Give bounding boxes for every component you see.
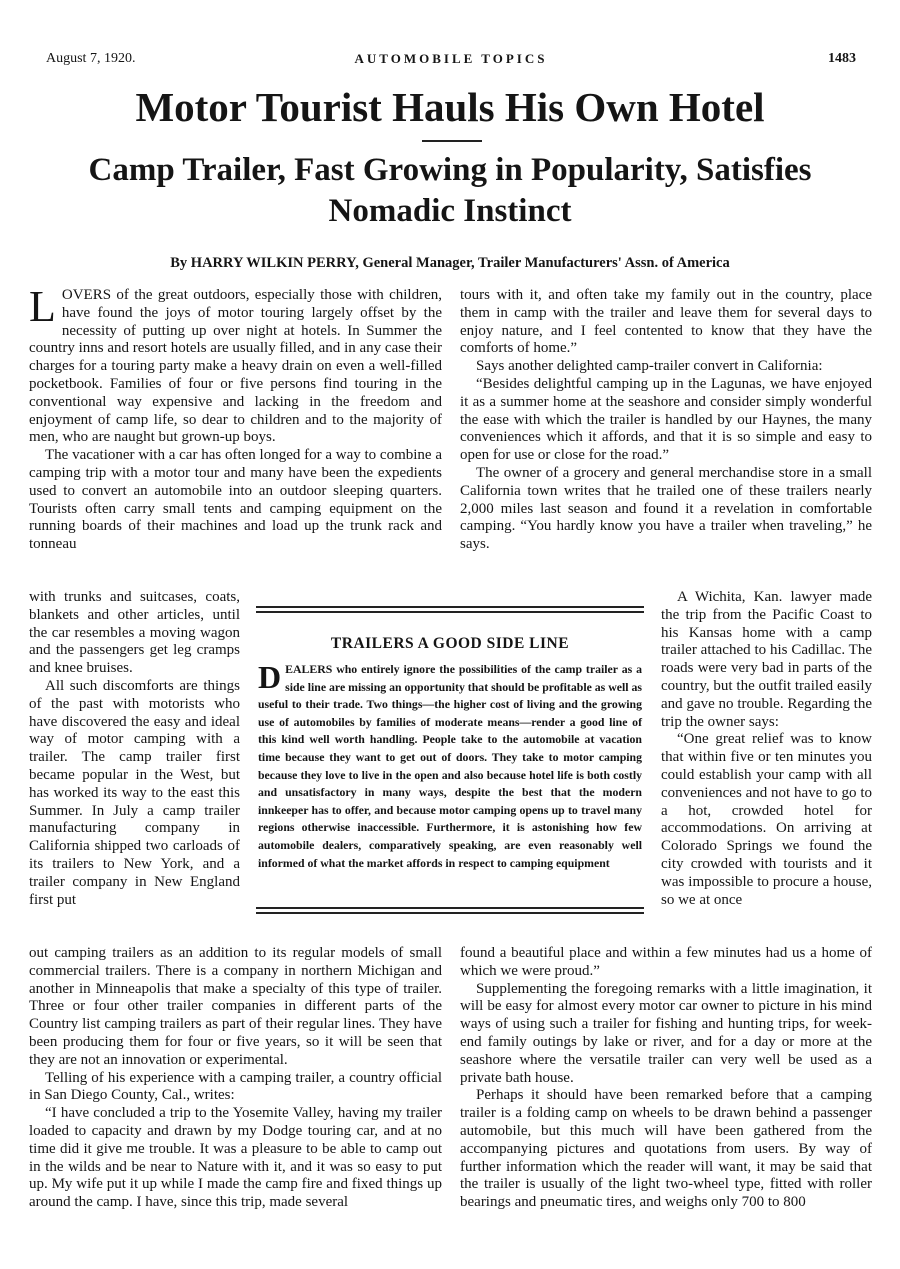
right-column-bottom (460, 945, 872, 1212)
sidebar-drop-cap: D (258, 659, 282, 695)
sidebar-top-rule (256, 606, 644, 613)
sidebar-bottom-rule (256, 907, 644, 914)
paragraph: out camping trailers as an addition to its regular models of small commercial trailers. There is a company in northern Michigan and another in Minneapolis that make a specialty of this type of trailer. Three or four other trailer companies in different parts of the Country list camping trailers as part of their regular lines. They have been producing them for four or five years, so it will be seen that they are not an innovation or experimental. (29, 945, 442, 1068)
sidebar-text: DEALERS who entirely ignore the possibilities of the camp trailer as a side line are missing an opportunity that should be profitable as well as useful to their trade. Two things—the higher cost of living and the growing use of automobiles by families of moderate means—render a good line of this kind well worth handling. People take to the automobile at vacation time because they want to get out of doors. They take to motor camping because they love to live in the open and also because hotel life is both costly and unsatisfactory in many ways, despite the best that the modern innkeeper has to offer, and because motor camping opens up to travel many regions otherwise inaccessible. Furthermore, it is astonishing how few automobile dealers, comparatively speaking, are even reasonably well informed of what the market affords in respect to camping equipment (258, 659, 642, 870)
page-number: 1483 (828, 51, 856, 66)
sidebar-title: TRAILERS A GOOD SIDE LINE (330, 635, 570, 652)
right-column-narrow (661, 589, 872, 909)
byline: By HARRY WILKIN PERRY, General Manager, Trailer Manufacturers' Assn. of America (170, 255, 730, 271)
paragraph: “Besides delightful camping up in the Lagunas, we have enjoyed it as a summer home at the seashore and consider simply wonderful the ease with which the trailer is handled by our Haynes, the many conveniences which it affords, and that it is so simple and easy to open for use or close for the road.” (460, 375, 872, 464)
title-rule (422, 140, 482, 142)
left-column-top (29, 282, 442, 554)
paragraph: The owner of a grocery and general merchandise store in a small California town writes that he trailed one of these trailers nearly 2,000 miles last season and found it a revelation in comfortable camping. “You hardly know you have a trailer when traveling,” he says. (460, 464, 872, 553)
magazine-name: AUTOMOBILE TOPICS (354, 51, 548, 66)
paragraph: Telling of his experience with a camping trailer, a country official in San Diego County, Cal., writes: (29, 1069, 442, 1104)
left-column-narrow (29, 589, 240, 909)
paragraph: Perhaps it should have been remarked before that a camping trailer is a folding camp on wheels to be drawn behind a passenger automobile, but this much will have been gathered from the accompanying pictures and quotations from users. By way of further information which the reader will want, it may be said that the trailer is usually of the light two-wheel type, fitted with roller bearings and pneumatic tires, and weighs only 700 to 800 (460, 1087, 872, 1211)
left-column-bottom (29, 945, 442, 1212)
paragraph: All such discomforts are things of the past with motorists who have discovered the easy and ideal way of motor camping with a trailer. The camp trailer first became popular in the West, but has worked its way to the east this Summer. In July a camp trailer manufacturing company in California shipped two carloads of its trailers to New York, and a trailer company in New England first put (29, 677, 240, 908)
paragraph: with trunks and suitcases, coats, blankets and other articles, until the car resembles a moving wagon and the passengers get leg cramps and knee bruises. (29, 589, 240, 677)
paragraph: Supplementing the foregoing remarks with a little imagination, it will be easy for almost every motor car owner to picture in his mind ways of using such a trailer for fishing and hunting trips, for week-end family outings by lake or river, and for a day or more at the seashore where the versatile trailer can very well be used as a private bath house. (460, 980, 872, 1086)
running-header (46, 51, 856, 69)
sidebar-box (256, 606, 644, 946)
issue-date: August 7, 1920. (46, 51, 136, 66)
paragraph: found a beautiful place and within a few minutes had us a home of which we were proud.” (460, 945, 872, 979)
paragraph: The vacationer with a car has often longed for a way to combine a camping trip with a motor tour and many have been the expedients used to convert an automobile into an outdoor sleeping quarters. Tourists often carry small tents and camping equipment on the running boards of their machines and load up the trunk rack and tonneau (29, 447, 442, 553)
paragraph: A Wichita, Kan. lawyer made the trip from the Pacific Coast to his Kansas home with a camp trailer attached to his Cadillac. The roads were very bad in parts of the country, but the outfit trailed easily and gave no trouble. Regarding the trip the owner says: (661, 589, 872, 730)
paragraph: tours with it, and often take my family out in the country, place them in camp with the trailer and leave them for several days to enjoy nature, and I feel contented to know that they have the comforts of home.” (460, 287, 872, 357)
paragraph: “I have concluded a trip to the Yosemite Valley, having my trailer loaded to capacity and drawn by my Dodge touring car, and at no time did it give me trouble. It was a pleasure to be able to camp out in the wilds and be near to Nature with it, and it was so easy to put up. My wife put it up while I made the camp fire and fixed things up around the camp. I have, since this trip, made several (29, 1105, 442, 1211)
drop-cap: L (29, 282, 56, 331)
paragraph: LOVERS of the great outdoors, especially those with children, have found the joys of motor touring largely offset by the necessity of putting up over night at hotels. In Summer the country inns and resort hotels are usually filled, and in any case their charges for a touring party make a heavy drain on even a well-filled pocketbook. Families of four or five persons find touring in the conventional way expensive and lacking in the freedom and enjoyment of camp life, so dear to children and to the majority of men, who are naught but grown-up boys. (29, 282, 442, 446)
article-subtitle: Camp Trailer, Fast Growing in Popularity, Satisfies Nomadic Instinct (88, 152, 812, 229)
paragraph: “One great relief was to know that within five or ten minutes you could establish your camp with all conveniences and not have to go to a hot, crowded hotel for accommodations. On arriving at Colorado Springs we found the city crowded with tourists and it was impossible to procure a house, so we at once (661, 731, 872, 908)
article-title: Motor Tourist Hauls His Own Hotel (135, 84, 765, 130)
right-column-top (460, 287, 872, 554)
paragraph: Says another delighted camp-trailer convert in California: (476, 358, 823, 375)
